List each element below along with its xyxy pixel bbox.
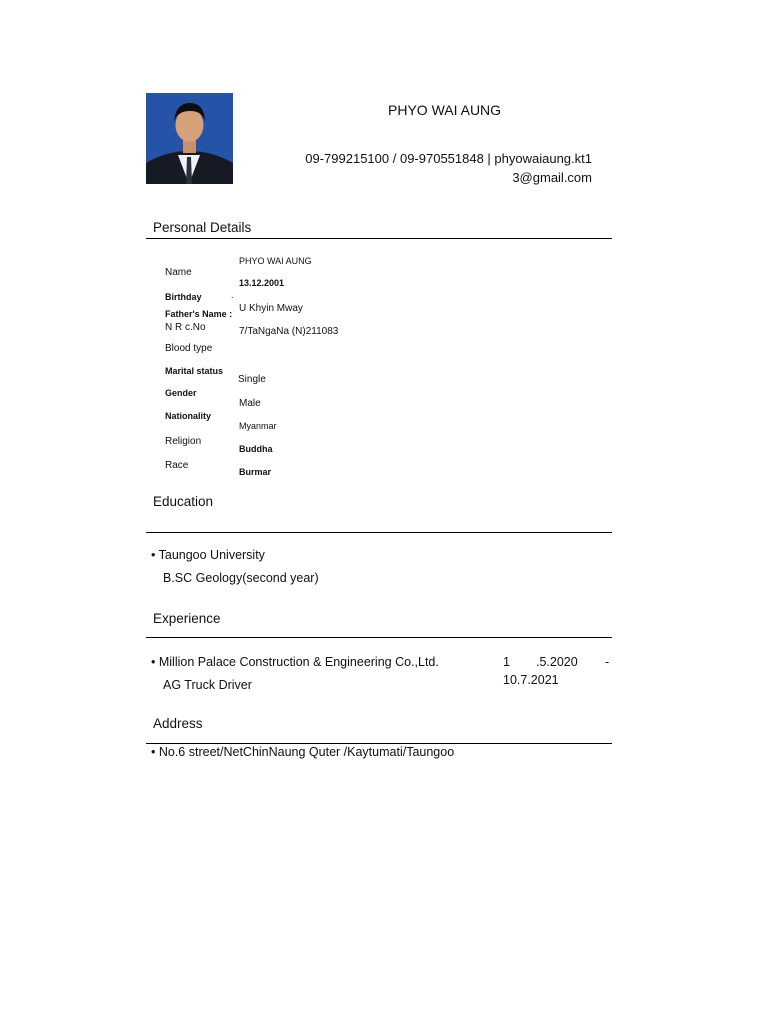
value-name: PHYO WAI AUNG <box>239 256 312 266</box>
section-heading-education: Education <box>153 494 214 509</box>
experience-company: • Million Palace Construction & Engineering Co.,Ltd. <box>151 655 439 669</box>
label-blood: Blood type <box>165 343 213 354</box>
stray-dot: . <box>231 290 234 300</box>
address-line: • No.6 street/NetChinNaung Quter /Kaytumati/Taungoo <box>151 745 455 759</box>
value-religion: Buddha <box>239 444 273 454</box>
value-race: Burmar <box>239 467 272 477</box>
section-divider <box>146 238 612 239</box>
experience-date-end: 10.7.2021 <box>503 673 559 687</box>
profile-photo <box>146 93 233 184</box>
experience-date-dash: - <box>605 655 610 669</box>
experience-role: AG Truck Driver <box>163 678 252 692</box>
contact-info <box>272 149 592 187</box>
value-nrc: 7/TaNgaNa (N)211083 <box>239 326 339 337</box>
section-divider <box>146 532 612 533</box>
label-nrc: N R c.No <box>165 322 206 333</box>
value-birthday: 13.12.2001 <box>239 278 285 288</box>
education-school: • Taungoo University <box>151 548 265 562</box>
value-marital: Single <box>238 374 266 385</box>
label-gender: Gender <box>165 388 197 398</box>
section-heading-experience: Experience <box>153 611 221 626</box>
section-heading-address: Address <box>153 716 203 731</box>
value-gender: Male <box>239 398 261 409</box>
person-photo-icon <box>146 93 233 184</box>
label-nationality: Nationality <box>165 411 212 421</box>
contact-line: 3@gmail.com <box>512 170 592 185</box>
section-divider <box>146 637 612 638</box>
label-birthday: Birthday <box>165 292 202 302</box>
candidate-name-title: PHYO WAI AUNG <box>388 102 502 118</box>
label-marital: Marital status <box>165 366 224 376</box>
label-race: Race <box>165 460 189 471</box>
experience-date-start: .5.2020 <box>536 655 578 669</box>
experience-date-day: 1 <box>503 655 510 669</box>
value-father: U Khyin Mway <box>239 303 303 314</box>
label-religion: Religion <box>165 436 202 447</box>
label-father: Father's Name : <box>165 309 233 319</box>
label-name: Name <box>165 267 192 278</box>
contact-line: 09-799215100 / 09-970551848 | phyowaiaung.kt1 <box>305 151 592 166</box>
education-degree: B.SC Geology(second year) <box>163 571 319 585</box>
section-divider <box>146 743 612 744</box>
value-nationality: Myanmar <box>239 421 277 431</box>
section-heading-personal: Personal Details <box>153 220 252 235</box>
